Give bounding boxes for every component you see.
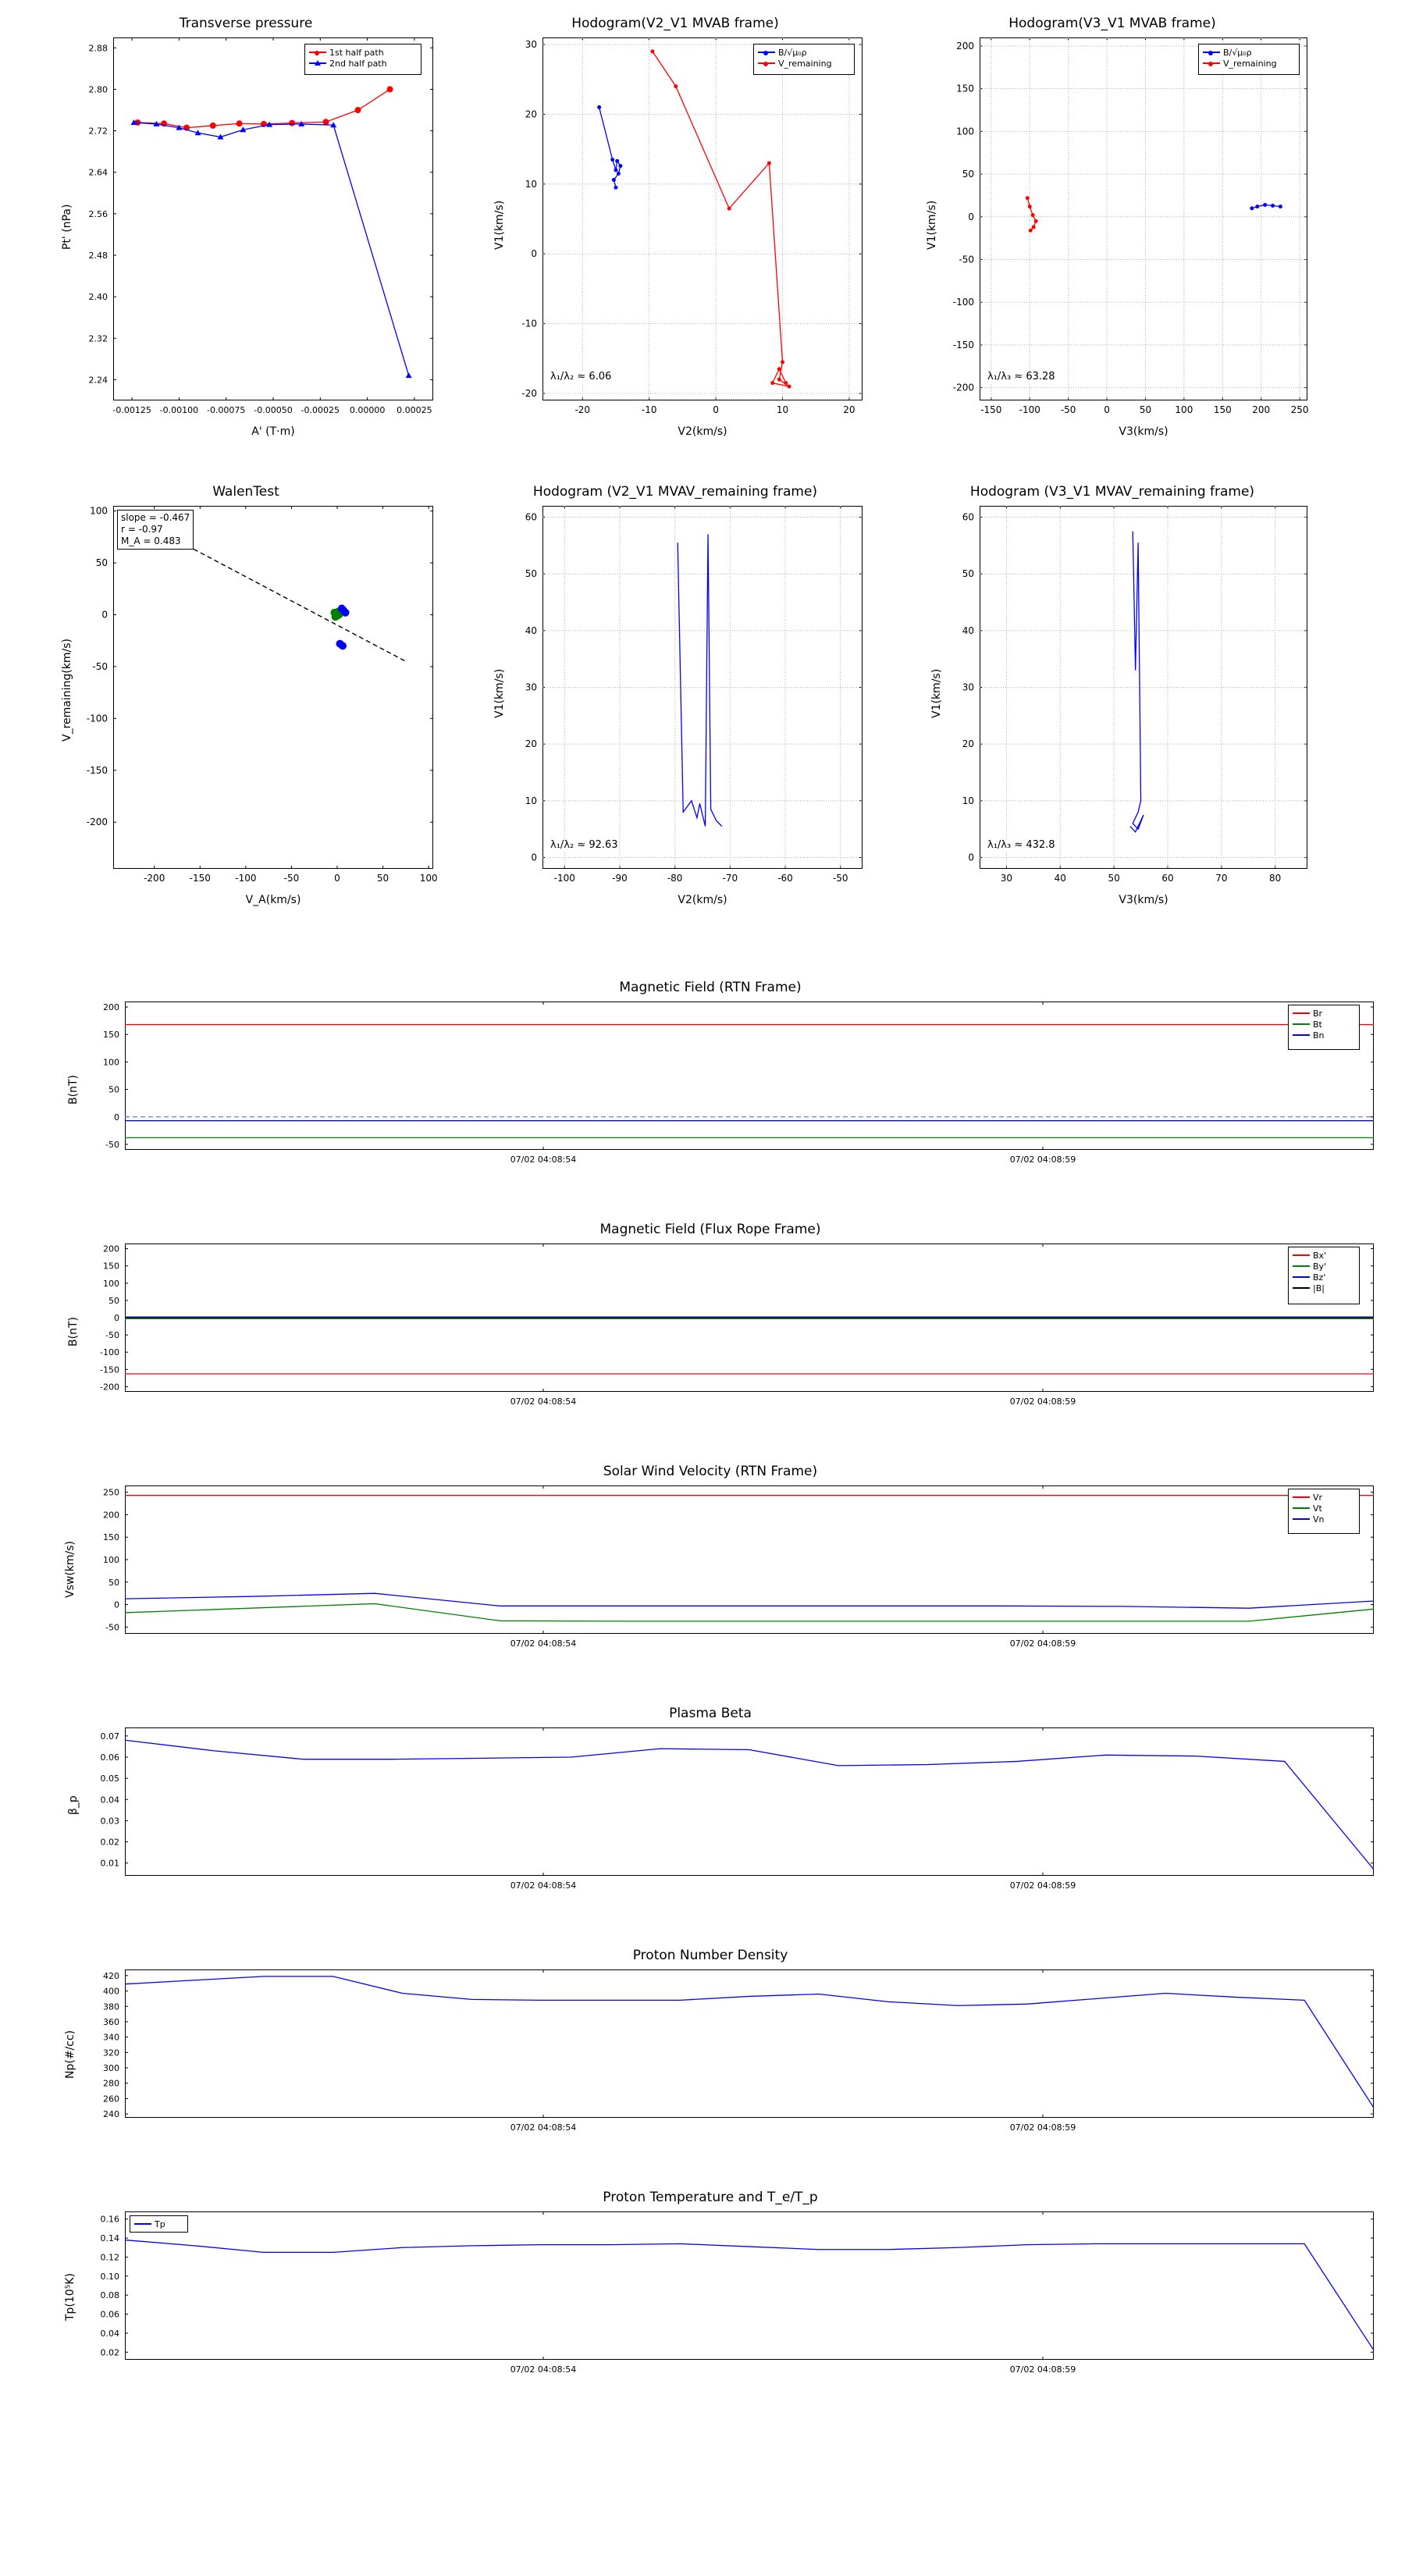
svg-text:200: 200 [1252, 404, 1271, 415]
svg-text:-150: -150 [100, 1364, 119, 1375]
svg-text:400: 400 [103, 1986, 119, 1997]
svg-text:07/02 04:08:54: 07/02 04:08:54 [510, 1155, 577, 1165]
panel-plasma-beta [47, 1706, 1374, 1932]
svg-text:0: 0 [114, 1313, 119, 1323]
svg-text:20: 20 [843, 404, 855, 415]
svg-text:0.01: 0.01 [100, 1858, 119, 1869]
legend-label: V_remaining [1223, 58, 1277, 69]
y-axis-label: Pt' (nPa) [61, 204, 73, 250]
svg-text:0.06: 0.06 [100, 2309, 119, 2320]
y-axis-label: β_p [67, 1795, 80, 1815]
svg-text:-50: -50 [92, 660, 108, 672]
svg-text:100: 100 [1175, 404, 1193, 415]
svg-text:10: 10 [525, 178, 537, 190]
svg-text:360: 360 [103, 2016, 119, 2027]
panel-solar-wind-velocity-rtn [47, 1464, 1374, 1690]
svg-text:-70: -70 [722, 873, 738, 884]
svg-text:0.04: 0.04 [100, 1795, 119, 1806]
svg-text:0.06: 0.06 [100, 1752, 119, 1763]
svg-text:07/02 04:08:54: 07/02 04:08:54 [510, 2364, 577, 2375]
plot-svg [476, 16, 874, 429]
svg-text:-150: -150 [86, 764, 108, 776]
svg-text:100: 100 [103, 1278, 119, 1289]
y-axis-label: V_remaining(km/s) [61, 639, 73, 742]
svg-text:240: 240 [103, 2109, 119, 2120]
svg-text:10: 10 [525, 795, 537, 806]
svg-text:0.14: 0.14 [100, 2233, 119, 2244]
panel-title: Hodogram(V2_V1 MVAB frame) [571, 16, 779, 31]
svg-text:280: 280 [103, 2078, 119, 2089]
legend [1288, 1247, 1360, 1304]
svg-text:-50: -50 [959, 254, 974, 265]
svg-text:2.88: 2.88 [88, 43, 108, 54]
svg-text:10: 10 [962, 795, 974, 806]
svg-text:0.00025: 0.00025 [397, 405, 432, 415]
svg-text:250: 250 [103, 1487, 119, 1498]
legend-label: B/√μ₀ρ [778, 47, 807, 58]
svg-text:250: 250 [1290, 404, 1309, 415]
svg-text:-0.00100: -0.00100 [159, 405, 199, 415]
svg-text:0.02: 0.02 [100, 2347, 119, 2358]
svg-text:-100: -100 [235, 873, 257, 884]
svg-text:-100: -100 [86, 713, 108, 724]
x-axis-label: V_A(km/s) [245, 894, 301, 906]
eigenvalue-ratio-annotation: λ₁/λ₃ ≈ 432.8 [987, 839, 1055, 851]
plot-svg [905, 484, 1319, 898]
svg-text:100: 100 [419, 873, 438, 884]
eigenvalue-ratio-annotation: λ₁/λ₃ ≈ 63.28 [987, 371, 1055, 382]
plot-svg [47, 16, 445, 429]
panel-hodogram-v2v1-mvav [476, 484, 874, 906]
svg-text:320: 320 [103, 2048, 119, 2058]
svg-text:-50: -50 [105, 1139, 119, 1150]
svg-text:-100: -100 [952, 297, 974, 308]
svg-text:260: 260 [103, 2094, 119, 2105]
plot-svg [47, 1222, 1374, 1448]
y-axis-label: Tp(10⁵K) [64, 2273, 76, 2321]
svg-text:-0.00050: -0.00050 [254, 405, 293, 415]
svg-text:-50: -50 [105, 1330, 119, 1341]
svg-text:50: 50 [95, 557, 108, 569]
svg-text:60: 60 [962, 511, 974, 523]
svg-text:2.64: 2.64 [88, 167, 108, 178]
svg-text:07/02 04:08:59: 07/02 04:08:59 [1009, 1638, 1076, 1649]
svg-text:30: 30 [1000, 873, 1013, 884]
svg-text:-10: -10 [521, 318, 537, 329]
svg-text:340: 340 [103, 2032, 119, 2043]
svg-text:0: 0 [101, 609, 108, 621]
eigenvalue-ratio-annotation: λ₁/λ₂ ≈ 92.63 [550, 839, 618, 851]
svg-text:-90: -90 [612, 873, 628, 884]
svg-text:0: 0 [968, 211, 974, 222]
svg-text:40: 40 [962, 624, 974, 636]
svg-text:0: 0 [968, 852, 974, 863]
svg-text:-200: -200 [144, 873, 165, 884]
svg-text:0.03: 0.03 [100, 1816, 119, 1827]
svg-text:07/02 04:08:59: 07/02 04:08:59 [1009, 1155, 1076, 1165]
legend-label: Vt [1313, 1503, 1322, 1514]
svg-text:0: 0 [531, 248, 537, 260]
svg-text:50: 50 [108, 1295, 119, 1306]
fit-r: r = -0.97 [121, 524, 163, 535]
plot-svg [905, 16, 1319, 429]
svg-text:07/02 04:08:54: 07/02 04:08:54 [510, 2122, 577, 2133]
svg-text:0.16: 0.16 [100, 2214, 119, 2225]
svg-text:-100: -100 [100, 1347, 119, 1358]
legend-label: Vr [1313, 1492, 1323, 1503]
svg-text:50: 50 [108, 1084, 119, 1095]
svg-text:07/02 04:08:59: 07/02 04:08:59 [1009, 1397, 1076, 1407]
svg-text:100: 100 [90, 505, 108, 517]
svg-text:150: 150 [103, 1030, 119, 1041]
legend-label: B/√μ₀ρ [1223, 47, 1252, 58]
svg-text:380: 380 [103, 2001, 119, 2012]
legend-label: By' [1313, 1261, 1327, 1272]
svg-text:0.10: 0.10 [100, 2271, 119, 2282]
svg-text:60: 60 [525, 511, 537, 523]
x-axis-label: V2(km/s) [678, 425, 727, 438]
svg-text:80: 80 [1269, 873, 1282, 884]
svg-text:30: 30 [525, 681, 537, 693]
panel-magnetic-field-rtn [47, 980, 1374, 1206]
svg-text:07/02 04:08:54: 07/02 04:08:54 [510, 1397, 577, 1407]
svg-text:20: 20 [962, 738, 974, 750]
panel-hodogram-v3v1-mvav [905, 484, 1319, 906]
svg-text:100: 100 [956, 126, 974, 137]
svg-text:07/02 04:08:54: 07/02 04:08:54 [510, 1880, 577, 1891]
svg-text:0: 0 [713, 404, 719, 415]
svg-text:2.48: 2.48 [88, 251, 108, 261]
panel-title: Magnetic Field (RTN Frame) [619, 980, 802, 995]
x-axis-label: V2(km/s) [678, 894, 727, 906]
svg-text:-80: -80 [667, 873, 683, 884]
svg-text:-150: -150 [189, 873, 211, 884]
panel-title: Hodogram (V3_V1 MVAV_remaining frame) [969, 484, 1255, 500]
legend-label: 1st half path [329, 47, 384, 58]
y-axis-label: V1(km/s) [926, 200, 938, 250]
svg-text:40: 40 [1054, 873, 1066, 884]
panel-title: Hodogram(V3_V1 MVAB frame) [1008, 16, 1216, 31]
svg-text:50: 50 [962, 568, 974, 580]
svg-text:0.12: 0.12 [100, 2252, 119, 2263]
svg-text:20: 20 [525, 738, 537, 750]
svg-text:-200: -200 [952, 382, 974, 393]
svg-text:0.05: 0.05 [100, 1774, 119, 1784]
svg-text:-50: -50 [105, 1622, 119, 1633]
svg-text:200: 200 [103, 1510, 119, 1521]
panel-title: Hodogram (V2_V1 MVAV_remaining frame) [532, 484, 818, 500]
panel-title: Plasma Beta [669, 1706, 752, 1721]
svg-text:-0.00125: -0.00125 [112, 405, 151, 415]
y-axis-label: Np(#/cc) [64, 2030, 76, 2079]
svg-text:07/02 04:08:59: 07/02 04:08:59 [1009, 2364, 1076, 2375]
x-axis-label: V3(km/s) [1119, 894, 1168, 906]
svg-text:0.08: 0.08 [100, 2290, 119, 2301]
svg-text:-150: -150 [952, 339, 974, 350]
plot-svg [47, 1464, 1374, 1690]
fit-stats-box [117, 510, 194, 550]
x-axis-label: A' (T·m) [251, 425, 295, 438]
svg-text:200: 200 [103, 1244, 119, 1254]
svg-text:10: 10 [776, 404, 789, 415]
svg-text:2.72: 2.72 [88, 126, 108, 137]
svg-text:200: 200 [956, 40, 974, 52]
svg-text:2.56: 2.56 [88, 208, 108, 219]
plot-svg [47, 980, 1374, 1206]
panel-title: Proton Number Density [632, 1948, 788, 1963]
svg-text:-0.00025: -0.00025 [301, 405, 340, 415]
y-axis-label: B(nT) [67, 1075, 80, 1105]
legend-label: Bz' [1313, 1272, 1326, 1283]
panel-proton-number-density [47, 1948, 1374, 2174]
svg-text:-200: -200 [86, 817, 108, 828]
y-axis-label: B(nT) [67, 1317, 80, 1347]
panel-title: Magnetic Field (Flux Rope Frame) [599, 1222, 821, 1237]
panel-title: WalenTest [212, 484, 279, 500]
svg-text:0.00000: 0.00000 [349, 405, 386, 415]
panel-title: Transverse pressure [179, 16, 313, 31]
svg-text:50: 50 [1139, 404, 1152, 415]
svg-text:0: 0 [531, 852, 537, 863]
svg-text:-20: -20 [574, 404, 591, 415]
svg-text:60: 60 [1161, 873, 1174, 884]
y-axis-label: V1(km/s) [493, 668, 506, 718]
svg-text:150: 150 [103, 1532, 119, 1543]
x-axis-label: V3(km/s) [1119, 425, 1168, 438]
svg-text:100: 100 [103, 1057, 119, 1068]
plot-svg [47, 1706, 1374, 1932]
svg-text:150: 150 [956, 83, 974, 94]
legend [753, 44, 855, 75]
y-axis-label: Vsw(km/s) [64, 1540, 76, 1598]
legend [130, 2215, 188, 2233]
legend [1198, 44, 1300, 75]
svg-text:-60: -60 [777, 873, 793, 884]
svg-text:0: 0 [114, 1599, 119, 1610]
svg-text:70: 70 [1215, 873, 1228, 884]
eigenvalue-ratio-annotation: λ₁/λ₂ ≈ 6.06 [550, 371, 612, 382]
svg-text:150: 150 [1213, 404, 1232, 415]
panel-title: Proton Temperature and T_e/T_p [603, 2190, 818, 2205]
panel-hodogram-v2v1-mvab [476, 16, 874, 438]
fit-slope: slope = -0.467 [121, 512, 190, 523]
y-axis-label: V1(km/s) [930, 668, 943, 718]
plot-svg [476, 484, 874, 898]
svg-text:-100: -100 [1019, 404, 1040, 415]
panel-walen-test [47, 484, 445, 906]
panel-magnetic-field-flux-rope [47, 1222, 1374, 1448]
panel-hodogram-v3v1-mvab [905, 16, 1319, 438]
panel-proton-temperature [47, 2190, 1374, 2416]
svg-text:-50: -50 [1060, 404, 1076, 415]
legend-label: Bt [1313, 1019, 1322, 1030]
svg-text:07/02 04:08:59: 07/02 04:08:59 [1009, 2122, 1076, 2133]
svg-text:2.80: 2.80 [88, 84, 108, 95]
svg-text:0: 0 [334, 873, 340, 884]
svg-text:-0.00075: -0.00075 [206, 405, 246, 415]
svg-text:07/02 04:08:59: 07/02 04:08:59 [1009, 1880, 1076, 1891]
svg-text:-50: -50 [283, 873, 300, 884]
svg-text:2.32: 2.32 [88, 333, 108, 344]
svg-text:0.02: 0.02 [100, 1837, 119, 1848]
legend-label: Tp [155, 2218, 165, 2229]
svg-text:50: 50 [962, 169, 974, 180]
svg-text:0.04: 0.04 [100, 2328, 119, 2339]
svg-text:-200: -200 [100, 1382, 119, 1393]
svg-text:-100: -100 [553, 873, 575, 884]
svg-text:50: 50 [525, 568, 537, 580]
svg-text:40: 40 [525, 624, 537, 636]
svg-text:30: 30 [962, 681, 974, 693]
plot-svg [47, 2190, 1374, 2416]
svg-text:100: 100 [103, 1555, 119, 1565]
svg-text:200: 200 [103, 1002, 119, 1013]
svg-text:2.24: 2.24 [88, 375, 108, 386]
svg-text:50: 50 [376, 873, 389, 884]
legend [1288, 1489, 1360, 1534]
svg-text:07/02 04:08:54: 07/02 04:08:54 [510, 1638, 577, 1649]
legend-label: Br [1313, 1008, 1323, 1019]
svg-text:-20: -20 [521, 388, 537, 400]
svg-text:0: 0 [114, 1112, 119, 1123]
svg-text:-50: -50 [832, 873, 848, 884]
legend-label: |B| [1313, 1283, 1325, 1293]
svg-text:2.40: 2.40 [88, 292, 108, 303]
plot-svg [47, 484, 445, 898]
svg-text:0.07: 0.07 [100, 1731, 119, 1742]
svg-text:300: 300 [103, 2063, 119, 2074]
legend-label: Bx' [1313, 1250, 1327, 1261]
svg-text:-10: -10 [641, 404, 657, 415]
legend [304, 44, 422, 75]
fit-mach: M_A = 0.483 [121, 535, 181, 546]
plot-svg [47, 1948, 1374, 2174]
svg-text:150: 150 [103, 1261, 119, 1272]
svg-text:420: 420 [103, 1970, 119, 1981]
legend-label: Vn [1313, 1514, 1325, 1525]
svg-text:20: 20 [525, 109, 537, 120]
svg-text:-150: -150 [980, 404, 1002, 415]
panel-title: Solar Wind Velocity (RTN Frame) [603, 1464, 818, 1479]
legend-label: V_remaining [778, 58, 832, 69]
svg-text:0: 0 [1104, 404, 1110, 415]
svg-text:50: 50 [1108, 873, 1120, 884]
legend-label: Bn [1313, 1030, 1325, 1041]
y-axis-label: V1(km/s) [493, 200, 506, 250]
legend [1288, 1005, 1360, 1050]
legend-label: 2nd half path [329, 58, 387, 69]
panel-transverse-pressure [47, 16, 445, 438]
svg-text:50: 50 [108, 1577, 119, 1588]
svg-text:30: 30 [525, 38, 537, 50]
